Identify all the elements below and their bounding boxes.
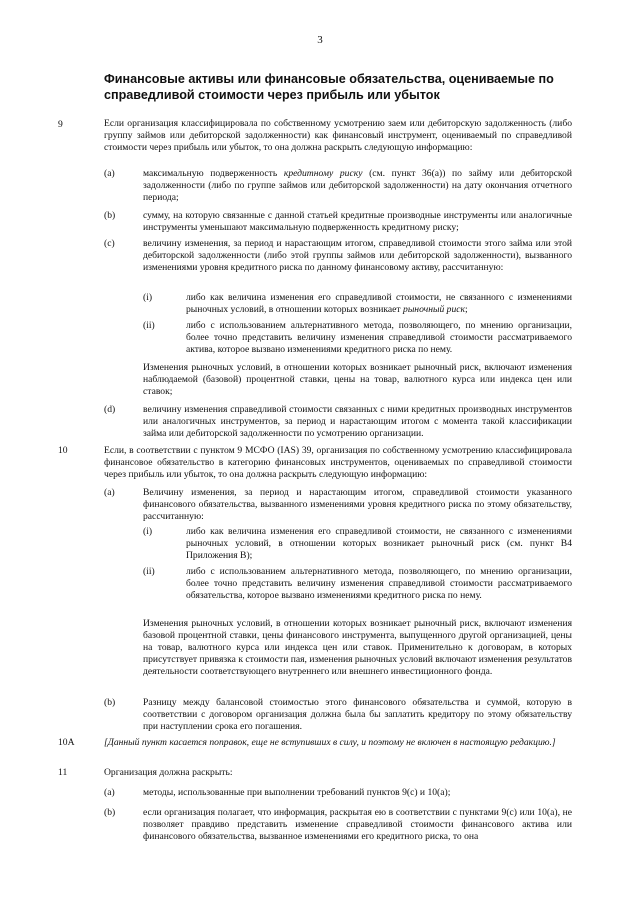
- page-number: 3: [317, 34, 323, 46]
- item-10a-label: (a): [104, 487, 115, 498]
- paragraph-number-9: 9: [58, 119, 63, 130]
- item-9c-note: Изменения рыночных условий, в отношении которых возникает рыночный риск, включают изменения наблюдаемой (базовой) процентной ставки, цены на товар, валютного курса или индекса цен или ставок;: [143, 362, 572, 397]
- item-11a-text: методы, использованные при выполнении требований пунктов 9(c) и 10(a);: [143, 787, 451, 798]
- item-11a-label: (a): [104, 787, 115, 798]
- item-10a-note: Изменения рыночных условий, в отношении которых возникает рыночный риск, включают изменения базовой процентной ставки, цены финансового инструмента, выпущенного другой организацией, цены на товар, валютного курса или индекса цен или ставок. Применительно к договорам, в которых присутствует привязка к стоимости пая, изменения рыночных условий включают изменения результатов деятельности соответствующего внутреннего или внешнего инвестиционного фонда.: [143, 618, 573, 677]
- item-11b-text: если организация полагает, что информация, раскрытая ею в соответствии с пунктами 9(c) или 10(a), не позволяет правдиво представить изменение справедливой стоимости финансового актива или финансового обязательства, вызванное изменениями его кредитного риска, то она: [143, 807, 572, 842]
- item-9b-text: сумму, на которую связанные с данной статьей кредитные производные инструменты или аналогичные инструменты уменьшают максимальную подверженность кредитному риску;: [143, 210, 572, 233]
- item-9a-label: (a): [104, 168, 115, 179]
- item-10b-label: (b): [104, 697, 116, 708]
- item-9c-ii-label: (ii): [143, 320, 155, 331]
- paragraph-number-10: 10: [58, 445, 68, 456]
- paragraph-11-intro: Организация должна раскрыть:: [104, 767, 233, 778]
- item-10a-ii-label: (ii): [143, 566, 155, 577]
- paragraph-number-10a: 10A: [58, 737, 75, 748]
- item-10b-text: Разницу между балансовой стоимостью этого финансового обязательства и суммой, которую в соответствии с договором организация должна была бы заплатить кредитору по этому обязательству при наступлении срока его погашения.: [143, 697, 572, 732]
- item-9c-ii-text: либо с использованием альтернативного метода, позволяющего, по мнению организации, более точно представить величину изменения справедливой стоимости рассматриваемого актива, которое вызвано изменениями кредитного риска по нему.: [186, 320, 572, 355]
- item-10a-i-label: (i): [143, 526, 153, 537]
- item-9c-i-text: либо как величина изменения его справедливой стоимости, не связанного с изменениями рыночных условий, в отношении которых возникает рыночный риск;: [186, 292, 572, 315]
- item-11b-label: (b): [104, 807, 116, 818]
- paragraph-9-intro: Если организация классифицировала по собственному усмотрению заем или дебиторскую задолженность (либо группу займов или дебиторской задолженности) как финансовый инструмент, оцениваемый по справедливой стоимости через прибыль или убыток, то она должна раскрыть следующую информацию:: [104, 118, 572, 153]
- section-title: Финансовые активы или финансовые обязательства, оцениваемые по справедливой стоимости через прибыль или убыток: [104, 72, 554, 102]
- paragraph-10-intro: Если, в соответствии с пунктом 9 МСФО (IAS) 39, организация по собственному усмотрению классифицировала финансовое обязательство в категорию финансовых инструментов, оцениваемых по справедливой стоимости через прибыль или убыток, то она должна раскрыть следующую информацию:: [104, 445, 572, 480]
- item-10a-ii-text: либо с использованием альтернативного метода, позволяющего, по мнению организации, более точно представить величину изменения справедливой стоимости рассматриваемого обязательства, которое вызвано изменениями кредитного риска по нему.: [186, 566, 572, 601]
- item-10a-text: Величину изменения, за период и нарастающим итогом, справедливой стоимости указанного финансового обязательства, вызванного изменениями уровня кредитного риска по этому обязательству, рассчитанную:: [143, 487, 572, 522]
- item-9c-i-label: (i): [143, 292, 153, 303]
- item-9d-label: (d): [104, 404, 116, 415]
- item-9c-text: величину изменения, за период и нарастающим итогом, справедливой стоимости этого займа или этой дебиторской задолженности (либо этой группы займов или дебиторской задолженности), вызванного изменениями уровня кредитного риска по данному финансовому активу, рассчитанную:: [143, 238, 572, 273]
- item-10a-i-text: либо как величина изменения его справедливой стоимости, не связанного с изменениями рыночных условий, в отношении которых возникает рыночный риск (см. пункт B4 Приложения B);: [186, 526, 572, 561]
- item-9d-text: величину изменения справедливой стоимости связанных с ними кредитных производных инструментов или аналогичных инструментов, за период и нарастающим итогом с момента такой классификации займа или дебиторской задолженности по усмотрению организации.: [143, 404, 572, 439]
- item-9b-label: (b): [104, 210, 116, 221]
- paragraph-10a-text: [Данный пункт касается поправок, еще не вступивших в силу, и поэтому не включен в настоящую редакцию.]: [104, 737, 556, 748]
- paragraph-number-11: 11: [58, 767, 68, 778]
- item-9a-text: максимальную подверженность кредитному риску (см. пункт 36(a)) по займу или дебиторской задолженности (либо по группе займов или дебиторской задолженности) на дату окончания отчетного периода;: [143, 168, 572, 203]
- item-9c-label: (c): [104, 238, 115, 249]
